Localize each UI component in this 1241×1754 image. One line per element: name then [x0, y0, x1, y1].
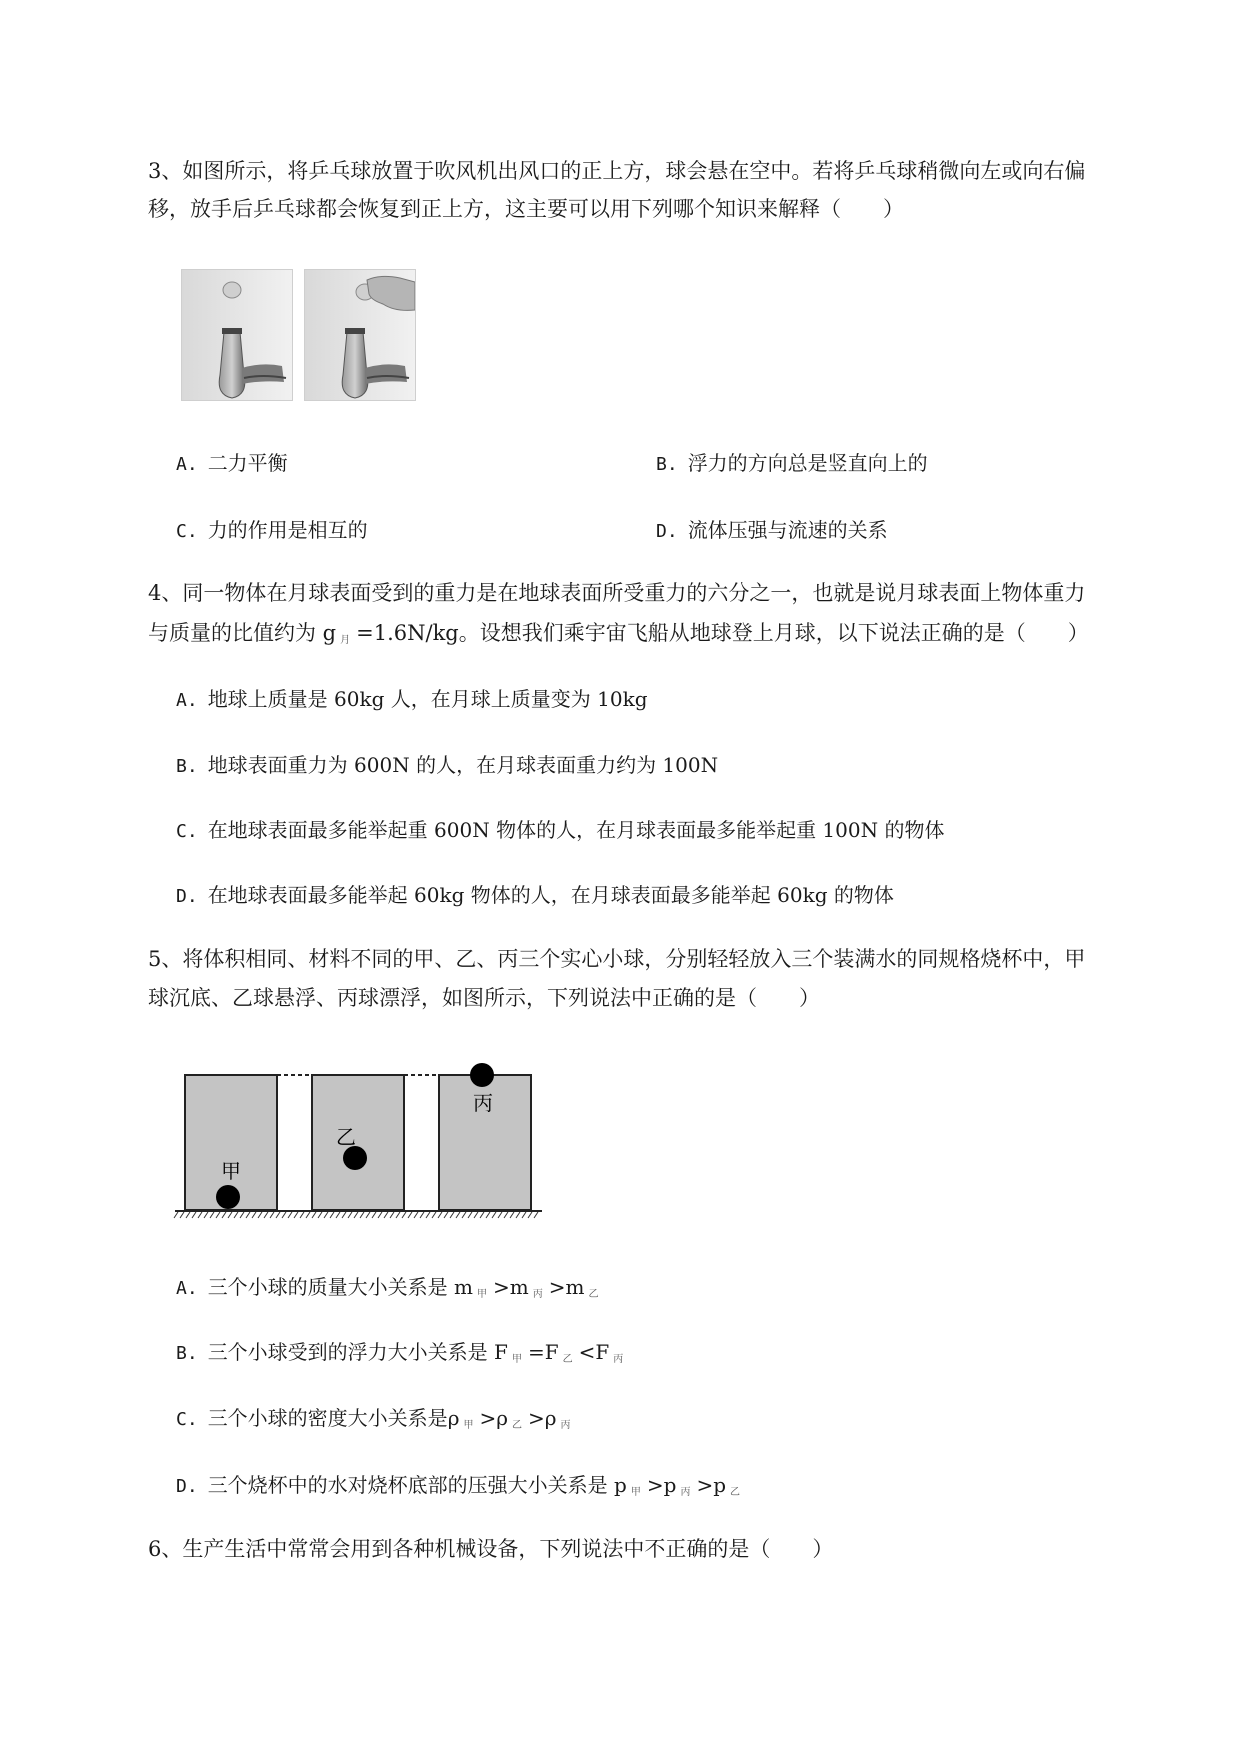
q5-option-c[interactable]: C. 三个小球的密度大小关系是ρ $_甲$ >ρ $_乙$ >ρ $_丙$ — [176, 1406, 571, 1431]
q4-option-c[interactable]: C. 在地球表面最多能举起重 600N 物体的人，在月球表面最多能举起重 100N 的物体 — [176, 818, 945, 842]
label-jia: 甲 — [221, 1159, 241, 1183]
q6-stem-line1: 6、生产生活中常常会用到各种机械设备，下列说法中不正确的是（ ） — [148, 1537, 834, 1561]
hair-dryer-photo-1 — [181, 269, 293, 401]
q3-option-d[interactable]: D. 流体压强与流速的关系 — [656, 518, 888, 542]
beaker-yi — [312, 1075, 404, 1210]
q3-option-c[interactable]: C. 力的作用是相互的 — [176, 518, 368, 542]
q4-stem-line1: 4、同一物体在月球表面受到的重力是在地球表面所受重力的六分之一，也就是说月球表面上物体重力 — [148, 581, 1086, 605]
q5-option-a[interactable]: A. 三个小球的质量大小关系是 m $_甲$ >m $_丙$ >m $_乙$ — [176, 1275, 599, 1300]
label-yi: 乙 — [336, 1125, 356, 1149]
q5-stem-line2: 球沉底、乙球悬浮、丙球漂浮，如图所示，下列说法中正确的是（ ） — [148, 986, 820, 1010]
q4-option-d[interactable]: D. 在地球表面最多能举起 60kg 物体的人，在月球表面最多能举起 60kg 的物体 — [176, 883, 894, 907]
label-bing: 丙 — [473, 1091, 493, 1115]
q5-option-b[interactable]: B. 三个小球受到的浮力大小关系是 F $_甲$ =F $_乙$ <F $_丙$ — [176, 1340, 624, 1365]
ball-bing — [470, 1063, 494, 1087]
q4-stem-line2: 与质量的比值约为 g $_月$ =1.6N/kg。设想我们乘宇宙飞船从地球登上月球，以下说法正确的是（ ） — [148, 621, 1089, 646]
q5-stem-line1: 5、将体积相同、材料不同的甲、乙、丙三个实心小球，分别轻轻放入三个装满水的同规格烧杯中，甲 — [148, 947, 1086, 971]
q3-stem-line2: 移，放手后乒乓球都会恢复到正上方，这主要可以用下列哪个知识来解释（ ） — [148, 197, 904, 221]
ball-yi — [343, 1146, 367, 1170]
q3-option-a[interactable]: A. 二力平衡 — [176, 451, 288, 475]
q5-option-d[interactable]: D. 三个烧杯中的水对烧杯底部的压强大小关系是 p $_甲$ >p $_丙$ >p $_乙$ — [176, 1473, 741, 1498]
beakers-figure — [170, 1060, 550, 1230]
hair-dryer-photo-2 — [304, 269, 416, 401]
q4-option-b[interactable]: B. 地球表面重力为 600N 的人，在月球表面重力约为 100N — [176, 753, 719, 777]
ball-jia — [216, 1185, 240, 1209]
q3-option-b[interactable]: B. 浮力的方向总是竖直向上的 — [656, 451, 928, 475]
q3-stem-line1: 3、如图所示，将乒乓球放置于吹风机出风口的正上方，球会悬在空中。若将乒乓球稍微向左或向右偏 — [148, 159, 1086, 183]
q4-option-a[interactable]: A. 地球上质量是 60kg 人，在月球上质量变为 10kg — [176, 687, 648, 711]
ground-hatching — [174, 1212, 538, 1218]
